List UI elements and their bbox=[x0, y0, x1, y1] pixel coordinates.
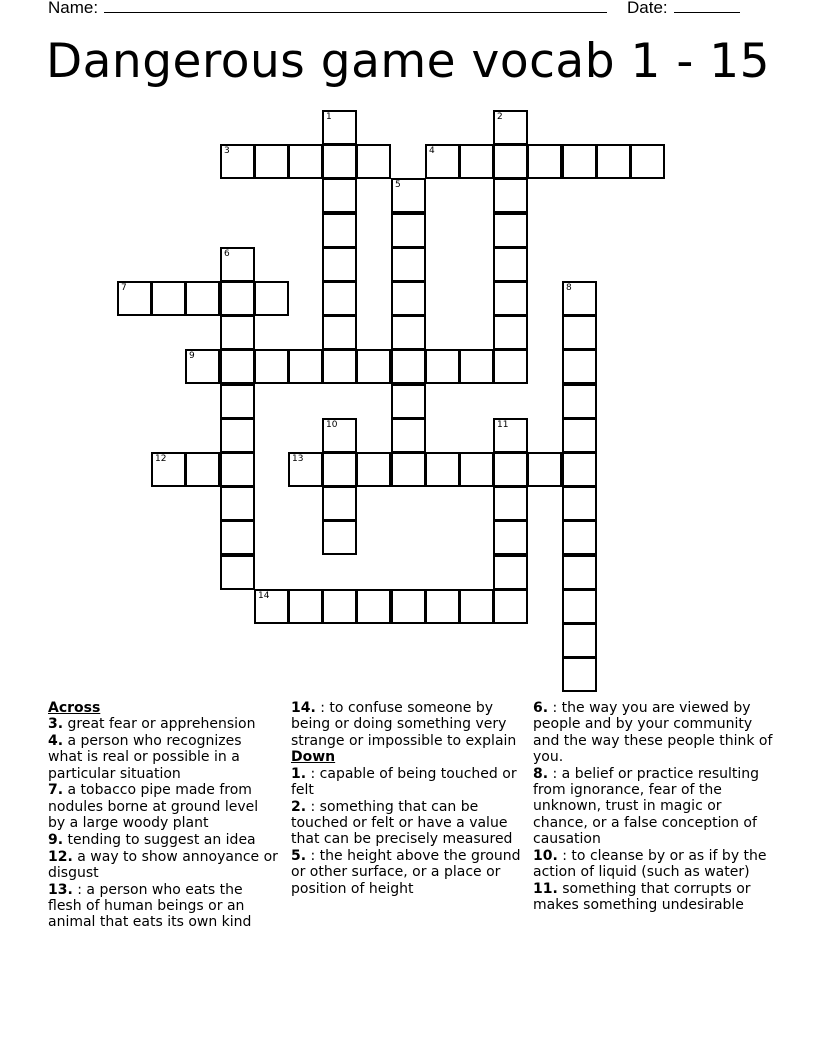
down-heading: Down bbox=[291, 749, 336, 766]
cell-number: 10 bbox=[326, 420, 338, 430]
clues-column-1 bbox=[48, 700, 278, 931]
cell-number: 12 bbox=[155, 454, 167, 464]
grid-cell[interactable] bbox=[220, 144, 255, 179]
grid-cell[interactable] bbox=[322, 281, 357, 316]
date-label: Date: bbox=[627, 0, 668, 17]
grid-cell[interactable] bbox=[425, 144, 460, 179]
grid-cell[interactable] bbox=[356, 452, 391, 487]
grid-cell[interactable] bbox=[562, 418, 597, 453]
grid-cell[interactable] bbox=[391, 349, 426, 384]
grid-cell[interactable] bbox=[493, 315, 528, 350]
cell-number: 3 bbox=[224, 146, 230, 156]
grid-cell[interactable] bbox=[220, 384, 255, 419]
grid-cell[interactable] bbox=[322, 349, 357, 384]
clues-column-3 bbox=[533, 700, 773, 914]
grid-cell[interactable] bbox=[562, 657, 597, 692]
grid-cell[interactable] bbox=[493, 555, 528, 590]
cell-number: 5 bbox=[395, 180, 401, 190]
grid-cell[interactable] bbox=[220, 520, 255, 555]
clue-down-1: 1. : capable of being touched or felt bbox=[291, 765, 517, 798]
grid-cell[interactable] bbox=[117, 281, 152, 316]
clue-across-7: 7. a tobacco pipe made from nodules borne at ground level by a large woody plant bbox=[48, 782, 259, 832]
cell-number: 9 bbox=[189, 351, 195, 361]
grid-cell[interactable] bbox=[254, 589, 289, 624]
cell-number: 4 bbox=[429, 146, 435, 156]
clue-down-8: 8. : a belief or practice resulting from ignorance, fear of the unknown, trust in magic or chance, or a false conception of causation bbox=[533, 765, 760, 847]
grid-cell[interactable] bbox=[151, 452, 186, 487]
grid-cell[interactable] bbox=[185, 349, 220, 384]
grid-cell[interactable] bbox=[254, 144, 289, 179]
grid-cell[interactable] bbox=[459, 452, 494, 487]
grid-cell[interactable] bbox=[322, 589, 357, 624]
grid-cell[interactable] bbox=[151, 281, 186, 316]
grid-cell[interactable] bbox=[493, 589, 528, 624]
grid-cell[interactable] bbox=[459, 589, 494, 624]
grid-cell[interactable] bbox=[425, 452, 460, 487]
cell-number: 13 bbox=[292, 454, 304, 464]
grid-cell[interactable] bbox=[391, 178, 426, 213]
grid-cell[interactable] bbox=[562, 452, 597, 487]
clue-across-14: 14. : to confuse someone by being or doing something very strange or impossible to explain bbox=[291, 700, 517, 749]
grid-cell[interactable] bbox=[322, 520, 357, 555]
cell-number: 11 bbox=[497, 420, 509, 430]
grid-cell[interactable] bbox=[562, 486, 597, 521]
cell-number: 7 bbox=[121, 283, 127, 293]
across-heading: Across bbox=[48, 700, 101, 716]
grid-cell[interactable] bbox=[220, 452, 255, 487]
grid-cell[interactable] bbox=[185, 281, 220, 316]
grid-cell[interactable] bbox=[322, 452, 357, 487]
grid-cell[interactable] bbox=[391, 281, 426, 316]
grid-cell[interactable] bbox=[630, 144, 665, 179]
grid-cell[interactable] bbox=[596, 144, 631, 179]
grid-cell[interactable] bbox=[493, 520, 528, 555]
grid-cell[interactable] bbox=[254, 281, 289, 316]
grid-cell[interactable] bbox=[322, 486, 357, 521]
clue-across-4: 4. a person who recognizes what is real or possible in a particular situation bbox=[48, 733, 242, 782]
grid-cell[interactable] bbox=[493, 144, 528, 179]
cell-number: 8 bbox=[566, 283, 572, 293]
grid-cell[interactable] bbox=[391, 418, 426, 453]
clue-down-10: 10. : to cleanse by or as if by the action of liquid (such as water) bbox=[533, 847, 767, 880]
grid-cell[interactable] bbox=[391, 315, 426, 350]
grid-cell[interactable] bbox=[459, 144, 494, 179]
page-title: Dangerous game vocab 1 - 15 bbox=[45, 34, 771, 89]
grid-cell[interactable] bbox=[220, 315, 255, 350]
grid-cell[interactable] bbox=[391, 589, 426, 624]
grid-cell[interactable] bbox=[493, 486, 528, 521]
grid-cell[interactable] bbox=[322, 110, 357, 145]
grid-cell[interactable] bbox=[356, 589, 391, 624]
grid-cell[interactable] bbox=[185, 452, 220, 487]
grid-cell[interactable] bbox=[322, 247, 357, 282]
grid-cell[interactable] bbox=[562, 623, 597, 658]
grid-cell[interactable] bbox=[562, 384, 597, 419]
grid-cell[interactable] bbox=[322, 178, 357, 213]
grid-cell[interactable] bbox=[356, 144, 391, 179]
clue-across-13: 13. : a person who eats the flesh of human beings or an animal that eats its own kind bbox=[48, 881, 252, 931]
grid-cell[interactable] bbox=[220, 418, 255, 453]
clue-across-12: 12. a way to show annoyance or disgust bbox=[48, 848, 278, 881]
clue-across-9: 9. tending to suggest an idea bbox=[48, 831, 256, 848]
clue-down-5: 5. : the height above the ground or other surface, or a place or position of height bbox=[291, 848, 521, 897]
grid-cell[interactable] bbox=[288, 144, 323, 179]
grid-cell[interactable] bbox=[493, 281, 528, 316]
grid-cell[interactable] bbox=[562, 520, 597, 555]
grid-cell[interactable] bbox=[288, 589, 323, 624]
clue-down-2: 2. : something that can be touched or felt or have a value that can be precisely measured bbox=[291, 798, 513, 848]
grid-cell[interactable] bbox=[425, 349, 460, 384]
clues-column-2 bbox=[291, 700, 531, 898]
grid-cell[interactable] bbox=[562, 281, 597, 316]
grid-cell[interactable] bbox=[322, 418, 357, 453]
grid-cell[interactable] bbox=[562, 349, 597, 384]
grid-cell[interactable] bbox=[562, 555, 597, 590]
grid-cell[interactable] bbox=[220, 247, 255, 282]
grid-cell[interactable] bbox=[493, 178, 528, 213]
grid-cell[interactable] bbox=[288, 349, 323, 384]
grid-cell[interactable] bbox=[322, 315, 357, 350]
grid-cell[interactable] bbox=[459, 349, 494, 384]
clue-down-11: 11. something that corrupts or makes something undesirable bbox=[533, 880, 751, 914]
grid-cell[interactable] bbox=[493, 349, 528, 384]
grid-cell[interactable] bbox=[220, 349, 255, 384]
grid-cell[interactable] bbox=[220, 555, 255, 590]
grid-cell[interactable] bbox=[391, 247, 426, 282]
grid-cell[interactable] bbox=[220, 486, 255, 521]
grid-cell[interactable] bbox=[493, 452, 528, 487]
grid-cell[interactable] bbox=[493, 418, 528, 453]
grid-cell[interactable] bbox=[254, 349, 289, 384]
grid-cell[interactable] bbox=[493, 213, 528, 248]
grid-cell[interactable] bbox=[527, 144, 562, 179]
name-label: Name: bbox=[48, 0, 99, 17]
cell-number: 14 bbox=[258, 591, 270, 601]
grid-cell[interactable] bbox=[527, 452, 562, 487]
grid-cell[interactable] bbox=[391, 384, 426, 419]
grid-cell[interactable] bbox=[562, 144, 597, 179]
grid-cell[interactable] bbox=[493, 247, 528, 282]
cell-number: 1 bbox=[326, 112, 332, 122]
clue-down-6: 6. : the way you are viewed by people and by your community and the way these people think of you. bbox=[533, 700, 773, 765]
grid-cell[interactable] bbox=[322, 144, 357, 179]
clue-across-3: 3. great fear or apprehension bbox=[48, 716, 256, 733]
grid-cell[interactable] bbox=[493, 110, 528, 145]
grid-cell[interactable] bbox=[220, 281, 255, 316]
grid-cell[interactable] bbox=[391, 452, 426, 487]
grid-cell[interactable] bbox=[288, 452, 323, 487]
cell-number: 2 bbox=[497, 112, 503, 122]
grid-cell[interactable] bbox=[322, 213, 357, 248]
grid-cell[interactable] bbox=[425, 589, 460, 624]
grid-cell[interactable] bbox=[562, 315, 597, 350]
grid-cell[interactable] bbox=[391, 213, 426, 248]
grid-cell[interactable] bbox=[356, 349, 391, 384]
cell-number: 6 bbox=[224, 249, 230, 259]
grid-cell[interactable] bbox=[562, 589, 597, 624]
